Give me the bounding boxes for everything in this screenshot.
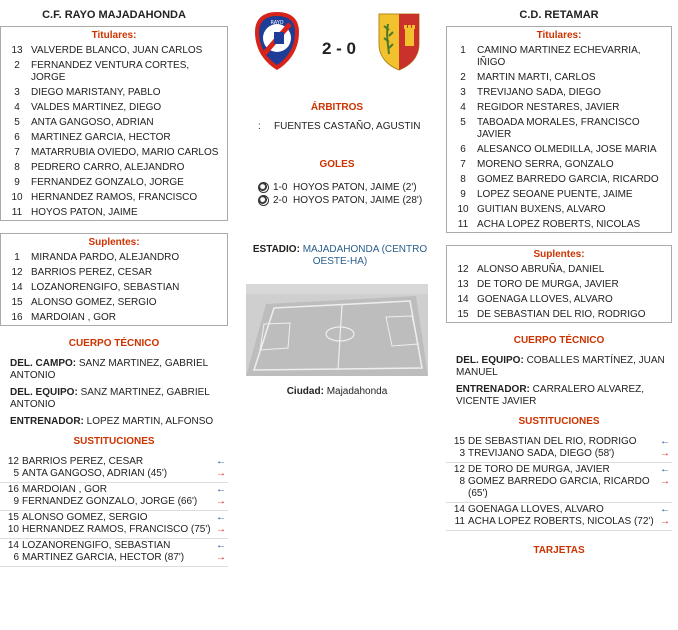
- city-value: Majadahonda: [326, 386, 388, 397]
- away-cards-title: TARJETAS: [533, 545, 585, 556]
- arrow-left-icon: ←: [660, 504, 670, 515]
- player-number: 12: [457, 264, 469, 275]
- city-label: Ciudad:: [286, 386, 324, 397]
- player-number: 16: [11, 312, 23, 323]
- player-row: [1, 175, 227, 190]
- arrow-left-icon: ←: [216, 512, 226, 523]
- arrow-right-icon: →: [216, 496, 226, 507]
- player-name[interactable]: ALONSO ABRUÑA, DANIEL: [477, 264, 605, 275]
- staff-name: CARRALERO ALVAREZ, VICENTE JAVIER: [456, 384, 644, 407]
- sub-in-number: 15: [7, 512, 19, 523]
- player-number: 8: [460, 174, 466, 185]
- home-starters-box: [0, 26, 228, 221]
- home-staff-title: CUERPO TÉCNICO: [68, 338, 160, 349]
- player-name[interactable]: ALESANCO OLMEDILLA, JOSE MARIA: [477, 144, 657, 155]
- player-name[interactable]: VALVERDE BLANCO, JUAN CARLOS: [31, 45, 203, 56]
- player-row: [447, 100, 671, 115]
- sub-in-name[interactable]: MARDOIAN , GOR: [22, 484, 108, 495]
- player-name[interactable]: REGIDOR NESTARES, JAVIER: [477, 102, 620, 113]
- home-substitutions-title: SUSTITUCIONES: [73, 436, 155, 447]
- player-number: 5: [460, 117, 466, 128]
- home-subs-title: Suplentes:: [88, 237, 140, 248]
- player-row: [1, 295, 227, 310]
- arrow-right-icon: →: [660, 516, 670, 527]
- staff-row: [0, 358, 228, 382]
- substitution-in-row: [446, 436, 672, 448]
- goal-text: 1-0 HOYOS PATON, JAIME (2'): [273, 182, 417, 193]
- player-name[interactable]: ACHA LOPEZ ROBERTS, NICOLAS: [477, 219, 641, 230]
- substitution-pair: [0, 539, 228, 567]
- home-subs-list: [1, 250, 227, 325]
- away-starters-box: [446, 26, 672, 233]
- player-row: [447, 187, 671, 202]
- player-number: 1: [14, 252, 20, 263]
- substitution-in-row: [0, 540, 228, 552]
- substitution-pair: [446, 503, 672, 531]
- staff-role: DEL. EQUIPO:: [456, 355, 524, 366]
- player-name[interactable]: MARDOIAN , GOR: [31, 312, 117, 323]
- sub-in-number: 14: [453, 504, 465, 515]
- away-substitutions-title: SUSTITUCIONES: [518, 416, 600, 427]
- sub-out-number: 5: [13, 468, 19, 479]
- player-name[interactable]: FERNANDEZ VENTURA CORTES, JORGE: [31, 60, 190, 83]
- stadium-photo: [246, 284, 428, 376]
- player-name[interactable]: LOPEZ SEOANE PUENTE, JAIME: [477, 189, 633, 200]
- sub-in-number: 16: [7, 484, 19, 495]
- staff-name: SANZ MARTINEZ, GABRIEL ANTONIO: [10, 358, 208, 381]
- player-name[interactable]: MATARRUBIA OVIEDO, MARIO CARLOS: [31, 147, 219, 158]
- player-number: 10: [457, 204, 469, 215]
- player-row: [1, 160, 227, 175]
- substitution-in-row: [0, 484, 228, 496]
- arrow-right-icon: →: [660, 448, 670, 459]
- player-number: 7: [460, 159, 466, 170]
- staff-row: [0, 416, 228, 428]
- arrow-right-icon: →: [216, 552, 226, 563]
- player-name[interactable]: DE TORO DE MURGA, JAVIER: [477, 279, 619, 290]
- player-row: [447, 43, 671, 70]
- sub-out-name[interactable]: ANTA GANGOSO, ADRIAN (45'): [22, 468, 168, 479]
- player-row: [447, 157, 671, 172]
- player-name[interactable]: BARRIOS PEREZ, CESAR: [31, 267, 153, 278]
- goal-row: [258, 194, 430, 207]
- away-staff-title: CUERPO TÉCNICO: [513, 335, 605, 346]
- player-number: 2: [460, 72, 466, 83]
- player-number: 7: [14, 147, 20, 158]
- away-starters-title: Titulares:: [536, 30, 582, 41]
- substitution-out-row: [0, 552, 228, 564]
- player-row: [1, 130, 227, 145]
- player-name[interactable]: VALDES MARTINEZ, DIEGO: [31, 102, 162, 113]
- player-name[interactable]: DIEGO MARISTANY, PABLO: [31, 87, 161, 98]
- player-number: 9: [460, 189, 466, 200]
- arrow-right-icon: →: [216, 524, 226, 535]
- goal-text: 2-0 HOYOS PATON, JAIME (28'): [273, 195, 423, 206]
- player-number: 10: [11, 192, 23, 203]
- referee-row: [258, 121, 430, 132]
- player-number: 11: [457, 219, 469, 230]
- home-starters-title: Titulares:: [91, 30, 137, 41]
- player-row: [1, 205, 227, 220]
- player-number: 3: [14, 87, 20, 98]
- sub-out-number: 8: [459, 476, 465, 487]
- player-row: [447, 115, 671, 142]
- sub-in-name[interactable]: DE SEBASTIAN DEL RIO, RODRIGO: [468, 436, 637, 447]
- goals-list: [244, 181, 430, 207]
- stadium-link[interactable]: MAJADAHONDA (CENTRO OESTE-HA): [302, 244, 428, 267]
- goal-row: [258, 181, 430, 194]
- player-number: 6: [14, 132, 20, 143]
- player-row: [1, 280, 227, 295]
- stadium-label: ESTADIO:: [252, 244, 300, 255]
- player-name[interactable]: GOENAGA LLOVES, ALVARO: [477, 294, 613, 305]
- player-name[interactable]: TREVIJANO SADA, DIEGO: [477, 87, 601, 98]
- staff-name: SANZ MARTINEZ, GABRIEL ANTONIO: [10, 387, 210, 410]
- player-name[interactable]: MORENO SERRA, GONZALO: [477, 159, 614, 170]
- sub-out-name[interactable]: TREVIJANO SADA, DIEGO (58'): [468, 448, 615, 459]
- arrow-right-icon: →: [216, 468, 226, 479]
- home-team-column: [0, 0, 228, 567]
- away-team-column: [446, 0, 672, 556]
- soccer-ball-icon: [258, 182, 269, 193]
- city-row: [244, 386, 430, 397]
- away-crest-icon: [376, 10, 422, 72]
- arrow-left-icon: ←: [216, 456, 226, 467]
- sub-out-number: 9: [13, 496, 19, 507]
- player-name[interactable]: ALONSO GOMEZ, SERGIO: [31, 297, 157, 308]
- sub-in-name[interactable]: GOENAGA LLOVES, ALVARO: [468, 504, 604, 515]
- sub-out-number: 11: [454, 516, 465, 527]
- sub-in-name[interactable]: DE TORO DE MURGA, JAVIER: [468, 464, 610, 475]
- player-row: [1, 190, 227, 205]
- referee-name: FUENTES CASTAÑO, AGUSTIN: [274, 121, 421, 132]
- home-subs-box: [0, 233, 228, 326]
- home-team-name: C.F. RAYO MAJADAHONDA: [42, 9, 186, 21]
- arrow-left-icon: ←: [216, 484, 226, 495]
- sub-out-number: 10: [7, 524, 19, 535]
- staff-role: DEL. CAMPO:: [10, 358, 77, 369]
- player-number: 5: [14, 117, 20, 128]
- sub-in-name[interactable]: ALONSO GOMEZ, SERGIO: [22, 512, 148, 523]
- player-name[interactable]: HERNANDEZ RAMOS, FRANCISCO: [31, 192, 198, 203]
- player-name[interactable]: MARTIN MARTI, CARLOS: [477, 72, 596, 83]
- player-name[interactable]: FERNANDEZ GONZALO, JORGE: [31, 177, 184, 188]
- away-subs-box: [446, 245, 672, 323]
- referee-prefix: :: [258, 121, 261, 132]
- player-number: 4: [460, 102, 466, 113]
- sub-out-name[interactable]: MARTINEZ GARCIA, HECTOR (87'): [22, 552, 185, 563]
- player-name[interactable]: GOMEZ BARREDO GARCIA, RICARDO: [477, 174, 659, 185]
- player-number: 14: [11, 282, 23, 293]
- substitution-out-row: [0, 496, 228, 508]
- substitution-out-row: [446, 448, 672, 460]
- player-name[interactable]: CAMINO MARTINEZ ECHEVARRIA, IÑIGO: [477, 45, 641, 68]
- player-row: [1, 250, 227, 265]
- player-number: 15: [11, 297, 23, 308]
- player-row: [447, 70, 671, 85]
- home-staff-list: [0, 358, 228, 428]
- player-row: [1, 85, 227, 100]
- substitution-out-row: [446, 516, 672, 528]
- arrow-left-icon: ←: [660, 436, 670, 447]
- arrow-left-icon: ←: [216, 540, 226, 551]
- player-name[interactable]: HOYOS PATON, JAIME: [31, 207, 138, 218]
- soccer-ball-icon: [258, 195, 269, 206]
- player-number: 15: [457, 309, 469, 320]
- sub-out-name[interactable]: ACHA LOPEZ ROBERTS, NICOLAS (72'): [468, 516, 654, 527]
- sub-out-number: 3: [459, 448, 465, 459]
- away-subs-title: Suplentes:: [533, 249, 585, 260]
- player-row: [1, 100, 227, 115]
- player-row: [447, 277, 671, 292]
- player-row: [1, 310, 227, 325]
- player-row: [447, 202, 671, 217]
- player-number: 4: [14, 102, 20, 113]
- arrow-right-icon: →: [660, 476, 670, 487]
- player-number: 9: [14, 177, 20, 188]
- away-staff-list: [446, 355, 672, 408]
- away-team-name: C.D. RETAMAR: [519, 9, 599, 21]
- player-row: [1, 265, 227, 280]
- player-name[interactable]: MARTINEZ GARCIA, HECTOR: [31, 132, 171, 143]
- player-row: [447, 142, 671, 157]
- player-number: 8: [14, 162, 20, 173]
- player-row: [447, 307, 671, 322]
- player-name[interactable]: PEDRERO CARRO, ALEJANDRO: [31, 162, 185, 173]
- player-row: [447, 172, 671, 187]
- substitution-pair: [0, 455, 228, 483]
- substitution-pair: [0, 511, 228, 539]
- staff-name: LOPEZ MARTIN, ALFONSO: [86, 416, 214, 427]
- sub-out-name[interactable]: HERNANDEZ RAMOS, FRANCISCO (75'): [22, 524, 211, 535]
- player-row: [447, 85, 671, 100]
- goals-title: GOLES: [319, 159, 355, 170]
- stadium-row: [252, 244, 428, 268]
- away-substitutions-list: [446, 435, 672, 531]
- sub-in-number: 15: [453, 436, 465, 447]
- sub-in-number: 12: [7, 456, 19, 467]
- substitution-pair: [446, 463, 672, 503]
- player-number: 3: [460, 87, 466, 98]
- substitution-in-row: [0, 512, 228, 524]
- substitution-pair: [0, 483, 228, 511]
- staff-row: [446, 355, 672, 379]
- substitution-in-row: [0, 456, 228, 468]
- player-number: 13: [457, 279, 469, 290]
- away-subs-list: [447, 262, 671, 322]
- staff-row: [0, 387, 228, 411]
- referees-title: ÁRBITROS: [310, 102, 364, 113]
- svg-text:RAYO: RAYO: [270, 20, 284, 26]
- staff-name: COBALLES MARTÍNEZ, JUAN MANUEL: [456, 355, 665, 378]
- home-starters-list: [1, 43, 227, 220]
- staff-row: [446, 384, 672, 408]
- player-number: 6: [460, 144, 466, 155]
- player-number: 1: [460, 45, 466, 56]
- sub-out-name[interactable]: GOMEZ BARREDO GARCIA, RICARDO (65'): [468, 476, 650, 499]
- player-row: [1, 145, 227, 160]
- match-score: 2 - 0: [321, 39, 357, 58]
- home-substitutions-list: [0, 455, 228, 567]
- player-name[interactable]: DE SEBASTIAN DEL RIO, RODRIGO: [477, 309, 646, 320]
- player-row: [447, 292, 671, 307]
- player-number: 12: [11, 267, 23, 278]
- player-row: [1, 43, 227, 58]
- sub-in-number: 12: [453, 464, 465, 475]
- substitution-out-row: [446, 476, 672, 500]
- player-number: 11: [11, 207, 23, 218]
- player-row: [1, 58, 227, 85]
- staff-role: ENTRENADOR:: [10, 416, 84, 427]
- sub-out-name[interactable]: FERNANDEZ GONZALO, JORGE (66'): [22, 496, 198, 507]
- player-name[interactable]: LOZANORENGIFO, SEBASTIAN: [31, 282, 180, 293]
- sub-out-number: 6: [13, 552, 19, 563]
- away-starters-list: [447, 43, 671, 232]
- player-row: [447, 262, 671, 277]
- substitution-pair: [446, 435, 672, 463]
- substitution-in-row: [446, 464, 672, 476]
- player-row: [447, 217, 671, 232]
- sub-in-name[interactable]: LOZANORENGIFO, SEBASTIAN: [22, 540, 171, 551]
- substitution-in-row: [446, 504, 672, 516]
- player-number: 14: [457, 294, 469, 305]
- home-crest-icon: [252, 10, 302, 72]
- player-name[interactable]: MIRANDA PARDO, ALEJANDRO: [31, 252, 180, 263]
- player-row: [1, 115, 227, 130]
- substitution-out-row: [0, 468, 228, 480]
- player-name[interactable]: GUITIAN BUXENS, ALVARO: [477, 204, 606, 215]
- player-name[interactable]: ANTA GANGOSO, ADRIAN: [31, 117, 154, 128]
- sub-in-number: 14: [7, 540, 19, 551]
- player-number: 13: [11, 45, 23, 56]
- arrow-left-icon: ←: [660, 464, 670, 475]
- staff-role: ENTRENADOR:: [456, 384, 530, 395]
- player-name[interactable]: TABOADA MORALES, FRANCISCO JAVIER: [477, 117, 640, 140]
- staff-role: DEL. EQUIPO:: [10, 387, 78, 398]
- player-number: 2: [14, 60, 20, 71]
- sub-in-name[interactable]: BARRIOS PEREZ, CESAR: [22, 456, 144, 467]
- substitution-out-row: [0, 524, 228, 536]
